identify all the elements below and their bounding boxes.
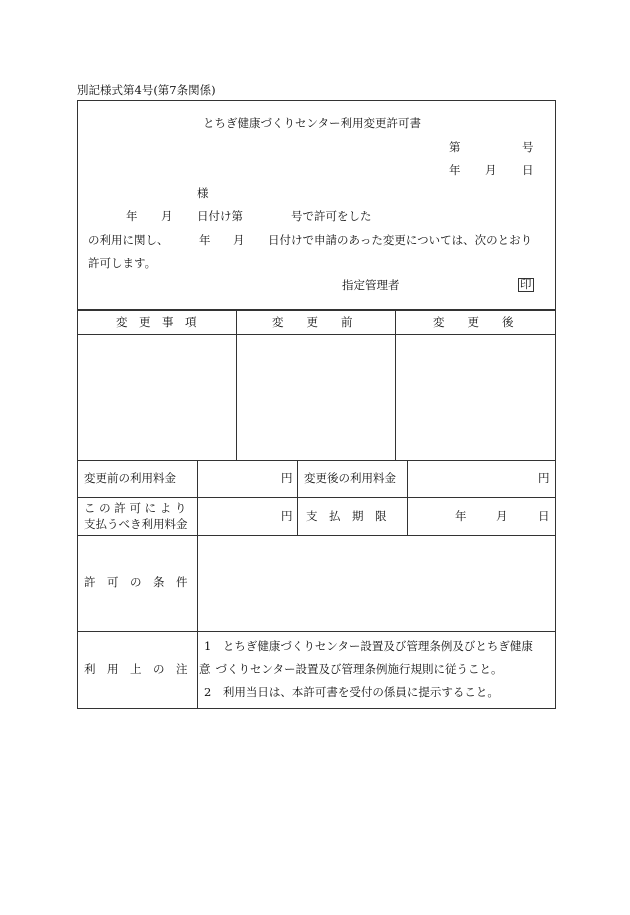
row-divider <box>77 535 556 536</box>
fee-before-unit: 円 <box>281 471 293 485</box>
fee-before-label: 変更前の利用料金 <box>84 471 176 485</box>
addressee-suffix: 様 <box>197 186 209 200</box>
document-title: とちぎ健康づくりセンター利用変更許可書 <box>203 116 422 130</box>
note-line-3: 2 利用当日は、本許可書を受付の係員に提示すること。 <box>204 685 499 699</box>
seal-mark: 印 <box>520 277 532 291</box>
manager-label: 指定管理者 <box>342 278 400 292</box>
body-line1-suffix: 号で許可をした <box>291 209 372 223</box>
col-divider <box>236 310 237 460</box>
notes-label: 利 用 上 の 注 意 <box>84 662 211 676</box>
body-line2-suffix: 日付けで申請のあった変更については、次のとおり <box>268 233 533 247</box>
body-line1-day-prefix: 日付け第 <box>197 209 243 223</box>
col-divider <box>395 310 396 460</box>
fee-after-label: 変更後の利用料金 <box>304 471 396 485</box>
date-month: 月 <box>485 163 497 177</box>
body-line3: 許可します。 <box>88 256 157 270</box>
fee-after-unit: 円 <box>538 471 550 485</box>
body-line2-prefix: の利用に関し、 <box>88 233 169 247</box>
deadline-year: 年 <box>455 509 467 523</box>
deadline-day: 日 <box>538 509 550 523</box>
conditions-label: 許 可 の 条 件 <box>84 575 188 589</box>
date-day: 日 <box>522 163 534 177</box>
number-dai: 第 <box>449 140 461 154</box>
col-header-before: 変 更 前 <box>272 315 353 329</box>
form-number: 別記様式第4号(第7条関係) <box>77 83 216 97</box>
row-divider <box>77 497 556 498</box>
row-divider <box>77 631 556 632</box>
body-line1-year: 年 <box>126 209 138 223</box>
date-year: 年 <box>449 163 461 177</box>
deadline-month: 月 <box>496 509 508 523</box>
deadline-label: 支 払 期 限 <box>306 509 387 523</box>
body-line1-month: 月 <box>161 209 173 223</box>
payment-label-line1: こ の 許 可 に よ り <box>84 501 187 515</box>
body-line2-year: 年 <box>199 233 211 247</box>
note-line-2: づくりセンター設置及び管理条例施行規則に従うこと。 <box>204 662 503 676</box>
payment-label-line2: 支払うべき利用料金 <box>84 517 188 531</box>
col-header-after: 変 更 後 <box>433 315 514 329</box>
number-go: 号 <box>522 140 534 154</box>
payment-unit: 円 <box>281 509 293 523</box>
col-divider <box>297 460 298 535</box>
body-line2-month: 月 <box>233 233 245 247</box>
permit-header-box <box>77 100 556 310</box>
row-divider <box>77 460 556 461</box>
col-header-item: 変 更 事 項 <box>116 315 197 329</box>
col-divider <box>407 460 408 535</box>
row-divider <box>77 334 556 335</box>
note-line-1: 1 とちぎ健康づくりセンター設置及び管理条例及びとちぎ健康 <box>204 639 533 653</box>
